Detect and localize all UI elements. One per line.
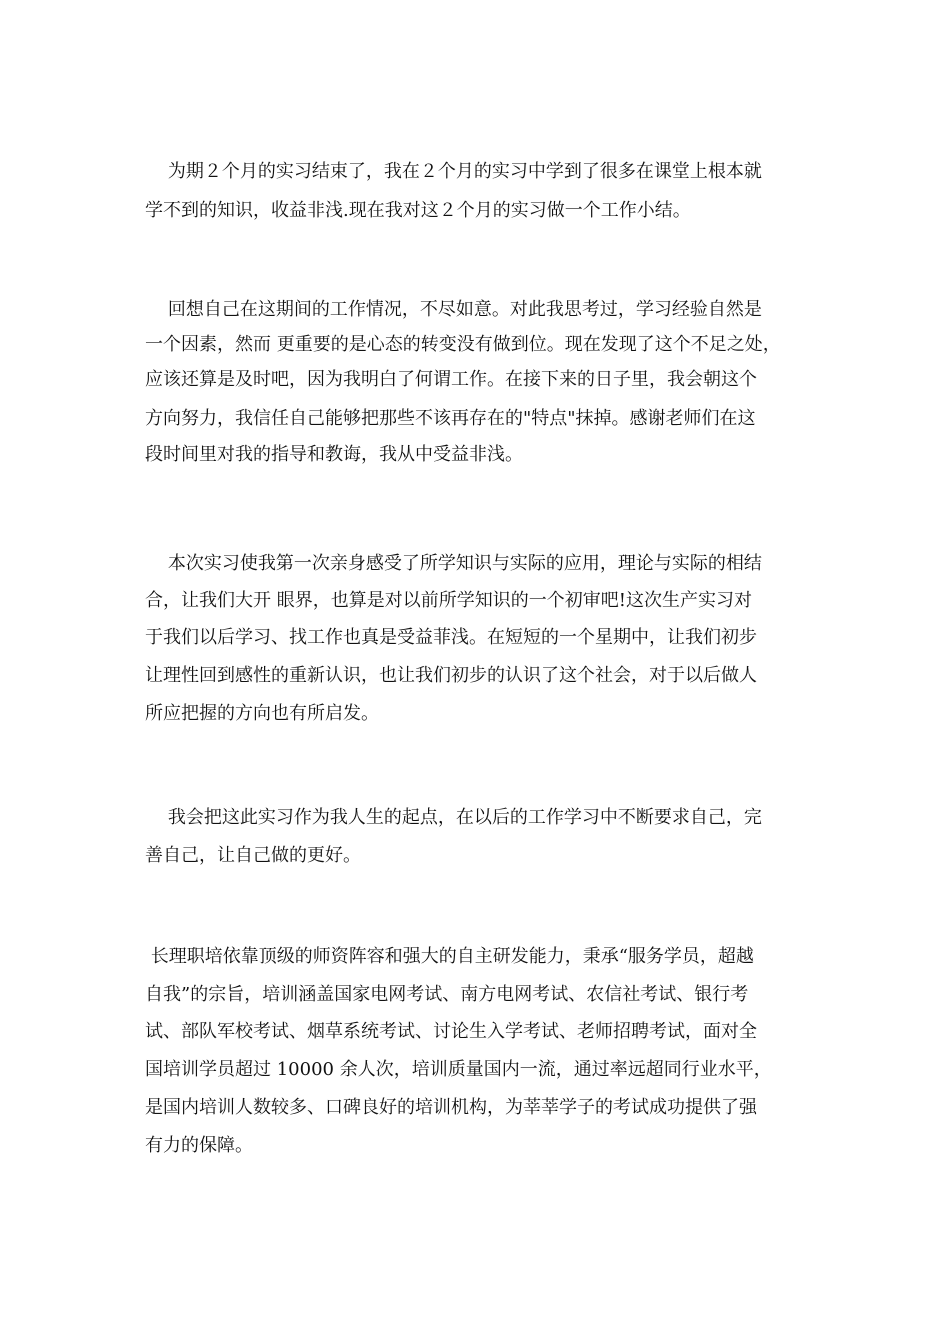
text-line: 所应把握的方向也有所启发。 bbox=[145, 703, 379, 724]
text-line: 为期２个月的实习结束了，我在２个月的实习中学到了很多在课堂上根本就 bbox=[145, 161, 762, 182]
text-line: 国培训学员超过 10000 余人次，培训质量国内一流，通过率远超同行业水平， bbox=[145, 1059, 772, 1080]
text-line: 方向努力，我信任自己能够把那些不该再存在的"特点"抹掉。感谢老师们在这 bbox=[145, 408, 756, 429]
text-line: 一个因素，然而 更重要的是心态的转变没有做到位。现在发现了这个不足之处， bbox=[145, 334, 781, 355]
text-line: 应该还算是及时吧，因为我明白了何谓工作。在接下来的日子里，我会朝这个 bbox=[145, 369, 757, 390]
text-line: 试、部队军校考试、烟草系统考试、讨论生入学考试、老师招聘考试，面对全 bbox=[145, 1021, 757, 1042]
text-line: 学不到的知识，收益非浅.现在我对这２个月的实习做一个工作小结。 bbox=[145, 200, 691, 221]
text-line: 有力的保障。 bbox=[145, 1135, 253, 1156]
text-line: 让理性回到感性的重新认识，也让我们初步的认识了这个社会，对于以后做人 bbox=[145, 665, 757, 686]
text-line: 自我”的宗旨，培训涵盖国家电网考试、南方电网考试、农信社考试、银行考 bbox=[145, 984, 749, 1005]
text-line: 是国内培训人数较多、口碑良好的培训机构，为莘莘学子的考试成功提供了强 bbox=[145, 1097, 757, 1118]
text-line: 于我们以后学习、找工作也真是受益菲浅。在短短的一个星期中，让我们初步 bbox=[145, 627, 757, 648]
text-line: 回想自己在这期间的工作情况，不尽如意。对此我思考过，学习经验自然是 bbox=[145, 299, 762, 320]
text-line: 我会把这此实习作为我人生的起点，在以后的工作学习中不断要求自己，完 bbox=[145, 807, 762, 828]
text-line: 善自己，让自己做的更好。 bbox=[145, 845, 361, 866]
text-line: 长理职培依靠顶级的师资阵容和强大的自主研发能力，秉承“服务学员，超越 bbox=[145, 946, 754, 967]
text-line: 本次实习使我第一次亲身感受了所学知识与实际的应用，理论与实际的相结 bbox=[145, 553, 762, 574]
text-line: 合，让我们大开 眼界，也算是对以前所学知识的一个初审吧!这次生产实习对 bbox=[145, 590, 752, 611]
text-line: 段时间里对我的指导和教诲，我从中受益非浅。 bbox=[145, 444, 523, 465]
